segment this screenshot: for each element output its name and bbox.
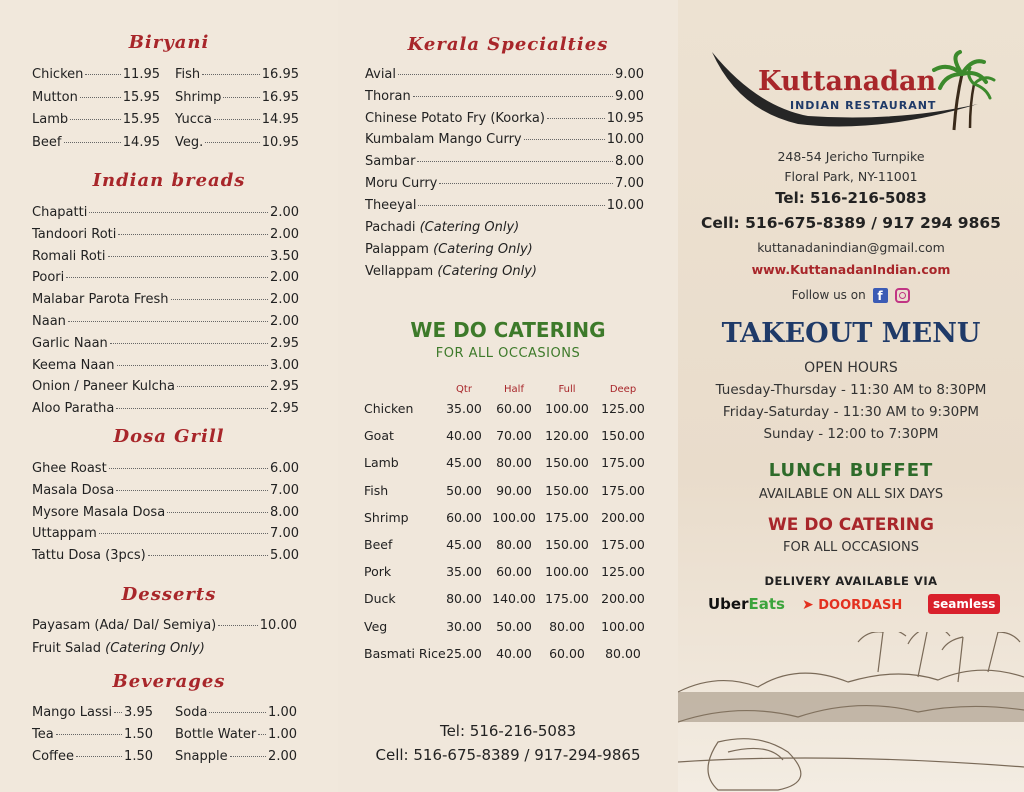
item-price: 10.95 [606, 110, 644, 126]
catering-row-name: Basmati Rice [364, 645, 446, 661]
catering-price-cell: 60.00 [496, 401, 532, 416]
item-name: Mutton [32, 89, 78, 105]
item-name: Ghee Roast [32, 461, 107, 476]
item-name: Tattu Dosa (3pcs) [32, 548, 146, 564]
leader-dots [413, 96, 613, 97]
item-name: Thoran [365, 88, 411, 104]
item-price: 10.00 [259, 618, 297, 633]
leader-dots [85, 74, 120, 75]
item-name: Theeyal [365, 197, 417, 213]
dosa-title: Dosa Grill [113, 426, 225, 447]
restaurant-tel: Tel: 516-216-5083 [775, 189, 927, 207]
catering-only-item [365, 264, 537, 279]
address-line-1: 248-54 Jericho Turnpike [777, 149, 925, 164]
menu-item [32, 749, 153, 764]
catering-cell: Cell: 516-675-8389 / 917-294-9865 [375, 746, 641, 764]
menu-item [175, 90, 299, 105]
item-name: Yucca [175, 112, 212, 127]
item-price: 9.00 [615, 67, 644, 82]
item-name: Shrimp [175, 89, 222, 105]
item-name: Sambar [365, 154, 416, 170]
item-name: Romali Roti [32, 248, 106, 264]
catering-price-cell: 25.00 [446, 645, 482, 661]
item-price: 10.95 [261, 134, 299, 150]
leader-dots [167, 512, 268, 513]
catering-price-cell: 80.00 [496, 537, 532, 552]
catering-price-cell: 125.00 [601, 401, 645, 416]
menu-item [32, 505, 299, 520]
menu-item [365, 198, 644, 213]
item-price: 2.00 [268, 749, 297, 764]
item-price: 2.00 [270, 205, 299, 220]
menu-item [365, 132, 644, 147]
catering-price-cell: 45.00 [446, 455, 482, 471]
catering-price-cell: 40.00 [496, 645, 532, 661]
item-name: Chicken [32, 67, 84, 82]
menu-item [365, 154, 644, 169]
catering-row-name: Chicken [364, 401, 414, 416]
item-name: Onion / Paneer Kulcha [32, 379, 175, 395]
catering-price-cell: 35.00 [446, 564, 482, 580]
lunch-buffet-sub: AVAILABLE ON ALL SIX DAYS [758, 487, 944, 502]
item-price: 8.00 [270, 504, 299, 520]
menu-item [32, 379, 299, 394]
open-hours-title: OPEN HOURS [804, 360, 898, 376]
menu-item [32, 548, 299, 563]
menu-item [32, 90, 160, 105]
catering-price-cell: 175.00 [545, 591, 589, 607]
kerala-backwater-illustration [678, 632, 1024, 792]
catering-only-item [365, 242, 533, 257]
item-name: Tea [32, 727, 54, 742]
menu-item [175, 67, 299, 82]
item-name: Mysore Masala Dosa [32, 504, 166, 520]
menu-item [32, 461, 299, 476]
catering-price-cell: 40.00 [446, 428, 482, 444]
catering-price-cell: 140.00 [492, 591, 536, 607]
item-name: Lamb [32, 112, 69, 127]
doordash-label: DOORDASH [818, 598, 903, 613]
item-price: 11.95 [122, 67, 160, 82]
catering-price-cell: 60.00 [549, 645, 585, 661]
leader-dots [108, 256, 269, 257]
leader-dots [70, 119, 121, 120]
menu-item [175, 705, 297, 720]
leader-dots [258, 734, 266, 735]
menu-item [32, 401, 299, 416]
menu-item [365, 111, 644, 126]
item-name: Uttappam [32, 526, 97, 542]
item-price: 7.00 [270, 482, 299, 498]
fruit-salad-item [32, 641, 205, 656]
item-note: (Catering Only) [433, 241, 533, 257]
facebook-icon[interactable]: f [873, 288, 888, 303]
fruit-salad-name: Fruit Salad [32, 641, 102, 656]
item-name: Veg. [175, 134, 204, 150]
catering-column-header: Full [558, 384, 576, 395]
menu-item [175, 727, 297, 742]
item-price: 2.95 [270, 401, 299, 417]
doordash-logo[interactable] [802, 597, 902, 613]
catering-price-cell: 70.00 [496, 428, 532, 444]
catering-price-cell: 90.00 [496, 482, 532, 498]
leader-dots [76, 756, 122, 757]
ubereats-eats: Eats [748, 595, 785, 613]
menu-item [32, 249, 299, 264]
leader-dots [218, 625, 258, 626]
doordash-icon: ➤ [802, 597, 814, 613]
item-price: 2.95 [270, 335, 299, 351]
restaurant-tagline: INDIAN RESTAURANT [790, 99, 937, 112]
item-name: Aloo Paratha [32, 401, 115, 417]
catering-price-cell: 80.00 [605, 645, 641, 661]
hours-line: Friday-Saturday - 11:30 AM to 9:30PM [722, 404, 980, 420]
item-price: 1.50 [124, 749, 153, 764]
leader-dots [117, 365, 269, 366]
catering-price-cell: 150.00 [545, 482, 589, 498]
catering-promo: WE DO CATERING [768, 515, 934, 535]
restaurant-website[interactable]: www.KuttanadanIndian.com [751, 262, 951, 277]
catering-price-cell: 100.00 [601, 618, 645, 634]
item-price: 16.95 [261, 67, 299, 82]
leader-dots [114, 712, 122, 713]
item-name: Fish [175, 67, 201, 82]
menu-item [32, 618, 297, 633]
leader-dots [89, 212, 268, 213]
catering-price-cell: 80.00 [446, 591, 482, 607]
catering-price-cell: 100.00 [545, 401, 589, 416]
item-note: (Catering Only) [437, 263, 537, 279]
beverages-title: Beverages [112, 671, 226, 692]
item-price: 15.95 [122, 112, 160, 127]
menu-item [32, 727, 153, 742]
leader-dots [148, 555, 268, 556]
leader-dots [109, 468, 268, 469]
leader-dots [398, 74, 613, 75]
catering-row-name: Shrimp [364, 509, 409, 525]
catering-price-cell: 150.00 [601, 428, 645, 444]
restaurant-email[interactable]: kuttanadanindian@gmail.com [757, 240, 945, 255]
item-name: Payasam (Ada/ Dal/ Semiya) [32, 618, 217, 633]
catering-subline: FOR ALL OCCASIONS [435, 346, 581, 361]
item-name: Coffee [32, 749, 74, 764]
menu-item [32, 336, 299, 351]
item-price: 3.95 [124, 705, 153, 720]
item-price: 3.00 [270, 357, 299, 373]
menu-item [32, 135, 160, 150]
catering-row-name: Veg [364, 618, 388, 634]
middle-panel [338, 0, 678, 792]
item-price: 2.95 [270, 379, 299, 395]
leader-dots [205, 142, 260, 143]
follow-us [678, 288, 1024, 303]
leader-dots [177, 386, 268, 387]
item-name: Keema Naan [32, 357, 115, 373]
item-price: 14.95 [261, 112, 299, 127]
item-name: Moru Curry [365, 176, 438, 191]
catering-row-name: Goat [364, 428, 394, 444]
item-name: Poori [32, 270, 65, 286]
menu-item [32, 292, 299, 307]
item-name: Palappam [365, 241, 429, 257]
catering-row-name: Fish [364, 482, 389, 498]
leader-dots [417, 161, 613, 162]
catering-price-cell: 150.00 [545, 455, 589, 471]
item-price: 10.00 [606, 197, 644, 213]
catering-column-header: Deep [609, 384, 637, 395]
item-price: 16.95 [261, 89, 299, 105]
menu-item [32, 112, 160, 127]
item-name: Naan [32, 314, 66, 329]
catering-tel: Tel: 516-216-5083 [439, 722, 577, 740]
left-panel [0, 0, 338, 792]
catering-price-cell: 175.00 [601, 455, 645, 471]
leader-dots [214, 119, 260, 120]
leader-dots [202, 74, 260, 75]
catering-price-cell: 175.00 [545, 509, 589, 525]
catering-price-cell: 50.00 [496, 618, 532, 634]
menu-item [365, 176, 644, 191]
item-price: 8.00 [615, 154, 644, 170]
menu-item [32, 205, 299, 220]
biryani-title: Biryani [128, 32, 210, 53]
item-price: 6.00 [270, 461, 299, 476]
leader-dots [118, 234, 268, 235]
catering-price-cell: 35.00 [446, 401, 482, 416]
menu-item [175, 135, 299, 150]
menu-item [32, 526, 299, 541]
item-price: 1.00 [268, 705, 297, 720]
item-name: Tandoori Roti [32, 226, 117, 242]
ubereats-uber: Uber [708, 595, 749, 613]
leader-dots [209, 712, 266, 713]
item-name: Soda [175, 705, 208, 720]
item-name: Beef [32, 134, 62, 150]
catering-row-name: Beef [364, 537, 393, 552]
ubereats-logo[interactable] [708, 595, 785, 613]
item-price: 7.00 [270, 526, 299, 542]
item-name: Kumbalam Mango Curry [365, 132, 522, 148]
item-price: 2.00 [270, 270, 299, 286]
item-price: 2.00 [270, 314, 299, 329]
hours-line: Tuesday-Thursday - 11:30 AM to 8:30PM [715, 382, 987, 398]
restaurant-name: Kuttanadan [758, 66, 937, 97]
catering-price-cell: 80.00 [496, 455, 532, 471]
breads-title: Indian breads [92, 170, 246, 191]
leader-dots [223, 97, 259, 98]
menu-item [32, 67, 160, 82]
kerala-title: Kerala Specialties [407, 34, 609, 55]
catering-price-cell: 100.00 [545, 564, 589, 580]
catering-price-cell: 50.00 [446, 482, 482, 498]
item-note: (Catering Only) [419, 220, 520, 235]
catering-price-cell: 200.00 [601, 591, 645, 607]
leader-dots [66, 277, 268, 278]
seamless-logo[interactable]: seamless [928, 594, 1000, 614]
item-name: Snapple [175, 749, 228, 764]
leader-dots [547, 118, 605, 119]
menu-item [175, 112, 299, 127]
catering-price-cell: 100.00 [492, 509, 536, 525]
menu-item [365, 89, 644, 104]
item-price: 15.95 [122, 89, 160, 105]
catering-price-cell: 200.00 [601, 509, 645, 525]
catering-headline: WE DO CATERING [410, 318, 606, 342]
item-price: 9.00 [615, 88, 644, 104]
catering-only-item [365, 220, 519, 235]
leader-dots [116, 490, 268, 491]
leader-dots [418, 205, 604, 206]
catering-price-cell: 175.00 [601, 537, 645, 552]
leader-dots [99, 533, 268, 534]
fruit-salad-note: (Catering Only) [105, 641, 205, 656]
palm-tree-icon [934, 52, 994, 130]
leader-dots [524, 139, 605, 140]
desserts-title: Desserts [121, 584, 217, 605]
menu-item [32, 314, 299, 329]
item-name: Vellappam [365, 263, 434, 279]
item-price: 1.50 [124, 727, 153, 742]
leader-dots [439, 183, 613, 184]
menu-item [32, 358, 299, 373]
lunch-buffet: LUNCH BUFFET [768, 460, 934, 481]
menu-item [32, 705, 153, 720]
catering-price-cell: 80.00 [549, 618, 585, 634]
item-price: 3.50 [270, 248, 299, 264]
item-name: Garlic Naan [32, 335, 108, 351]
catering-price-cell: 60.00 [496, 564, 532, 580]
menu-item [32, 483, 299, 498]
instagram-icon[interactable] [895, 288, 910, 303]
catering-row-name: Lamb [364, 455, 399, 471]
catering-column-header: Half [504, 384, 524, 395]
leader-dots [64, 142, 121, 143]
catering-price-cell: 60.00 [446, 509, 482, 525]
item-price: 2.00 [270, 292, 299, 308]
item-price: 10.00 [606, 132, 644, 148]
item-price: 14.95 [122, 134, 160, 150]
catering-price-cell: 120.00 [545, 428, 589, 444]
leader-dots [56, 734, 122, 735]
item-price: 5.00 [270, 548, 299, 564]
item-price: 7.00 [615, 176, 644, 191]
menu-item [175, 749, 297, 764]
right-panel [678, 0, 1024, 792]
item-name: Chinese Potato Fry (Koorka) [365, 110, 545, 126]
address-line-2: Floral Park, NY-11001 [784, 169, 918, 184]
item-price: 2.00 [270, 226, 299, 242]
catering-price-cell: 175.00 [601, 482, 645, 498]
catering-row-name: Pork [364, 564, 392, 580]
hours-line: Sunday - 12:00 to 7:30PM [763, 426, 939, 442]
catering-promo-sub: FOR ALL OCCASIONS [783, 540, 919, 555]
leader-dots [110, 343, 268, 344]
catering-column-header: Qtr [456, 384, 472, 395]
item-name: Mango Lassi [32, 705, 113, 720]
leader-dots [80, 97, 121, 98]
catering-price-cell: 45.00 [446, 537, 482, 552]
catering-price-cell: 125.00 [601, 564, 645, 580]
menu-item [365, 67, 644, 82]
leader-dots [116, 408, 268, 409]
leader-dots [171, 299, 269, 300]
leader-dots [68, 321, 268, 322]
item-name: Bottle Water [175, 727, 257, 742]
menu-item [32, 270, 299, 285]
follow-us-label: Follow us on [791, 288, 866, 302]
item-name: Masala Dosa [32, 482, 115, 498]
takeout-menu-title: TAKEOUT MENU [721, 318, 981, 349]
leader-dots [230, 756, 266, 757]
catering-price-cell: 30.00 [446, 618, 482, 634]
item-price: 1.00 [268, 727, 297, 742]
item-name: Malabar Parota Fresh [32, 292, 169, 308]
catering-row-name: Duck [364, 591, 396, 607]
catering-price-cell: 150.00 [545, 537, 589, 552]
item-name: Avial [365, 67, 397, 82]
menu-item [32, 227, 299, 242]
item-name: Chapatti [32, 205, 88, 220]
item-name: Pachadi [365, 220, 416, 235]
restaurant-cell: Cell: 516-675-8389 / 917 294 9865 [701, 214, 1001, 232]
delivery-label: DELIVERY AVAILABLE VIA [764, 574, 938, 588]
